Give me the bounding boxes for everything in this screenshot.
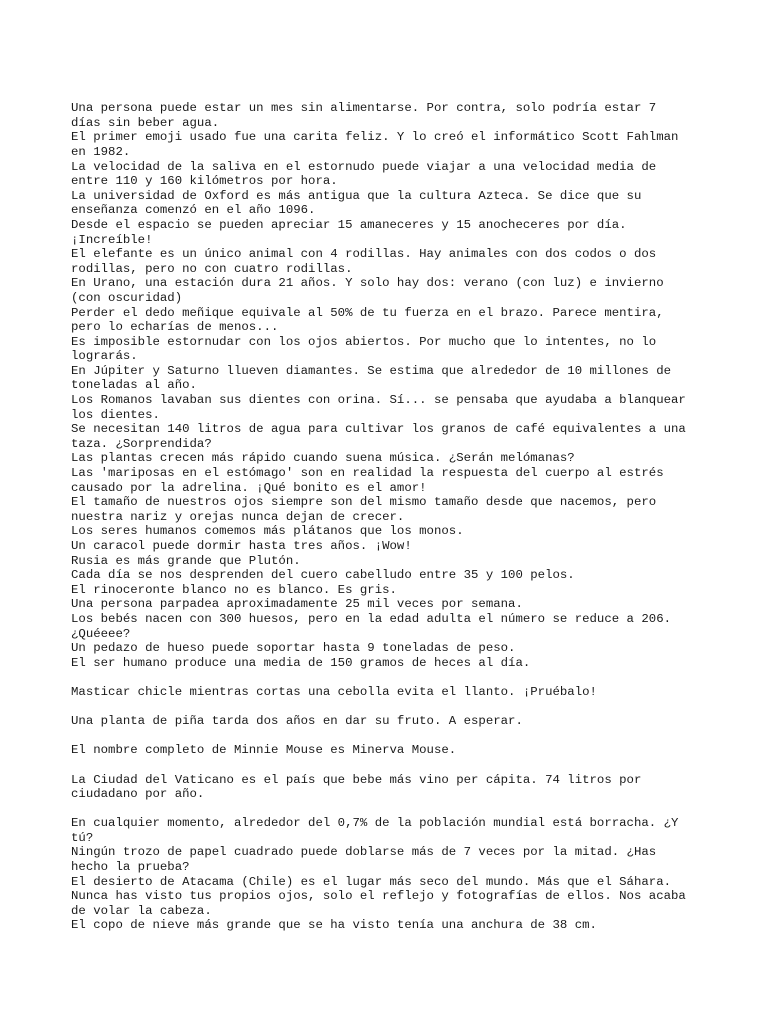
text-line: Un caracol puede dormir hasta tres años. ¡Wow! bbox=[71, 539, 412, 553]
text-line: ¡Increíble! bbox=[71, 232, 153, 247]
text-line: Un pedazo de hueso puede soportar hasta 9 toneladas de peso. bbox=[71, 641, 516, 656]
text-line: pero lo echarías de menos... bbox=[71, 320, 279, 335]
text-line: Ningún trozo de papel cuadrado puede doblarse más de 7 veces por la mitad. ¿Has bbox=[71, 845, 657, 860]
text-line: rodillas, pero no con cuatro rodillas. bbox=[71, 261, 353, 276]
text-line: Cada día se nos desprenden del cuero cabelludo entre 35 y 100 pelos. bbox=[71, 568, 575, 583]
text-line: La universidad de Oxford es más antigua que la cultura Azteca. Se dice que su bbox=[71, 188, 642, 203]
text-line: nuestra nariz y orejas nunca dejan de crecer. bbox=[71, 509, 405, 524]
text-line: El tamaño de nuestros ojos siempre son del mismo tamaño desde que nacemos, pero bbox=[71, 495, 657, 510]
text-line: Los bebés nacen con 300 huesos, pero en la edad adulta el número se reduce a 206. bbox=[71, 611, 672, 626]
text-line: enseñanza comenzó en el año 1096. bbox=[71, 203, 316, 218]
text-line: En Júpiter y Saturno llueven diamantes. Se estima que alrededor de 10 millones de bbox=[71, 363, 672, 378]
text-line: El ser humano produce una media de 150 gramos de heces al día. bbox=[71, 655, 531, 670]
text-line bbox=[71, 700, 711, 715]
text-line: El desierto de Atacama (Chile) es el lugar más seco del mundo. Más que el Sáhara. bbox=[71, 874, 672, 889]
text-line: Los Romanos lavaban sus dientes con orina. Sí... se pensaba que ayudaba a blanquear bbox=[71, 393, 686, 408]
text-line bbox=[71, 758, 711, 773]
text-line: Desde el espacio se pueden apreciar 15 amaneceres y 15 anocheceres por día. bbox=[71, 217, 627, 232]
text-line: tú? bbox=[71, 830, 94, 845]
text-line: Una persona parpadea aproximadamente 25 mil veces por semana. bbox=[71, 597, 523, 612]
text-line: La Ciudad del Vaticano es el país que bebe más vino per cápita. 74 litros por bbox=[71, 772, 642, 787]
text-line: El nombre completo de Minnie Mouse es Minerva Mouse. bbox=[71, 743, 457, 758]
text-line: los dientes. bbox=[71, 407, 160, 422]
text-line: El copo de nieve más grande que se ha visto tenía una anchura de 38 cm. bbox=[71, 918, 597, 933]
text-line: Las plantas crecen más rápido cuando suena música. ¿Serán melómanas? bbox=[71, 451, 575, 466]
text-line: (con oscuridad) bbox=[71, 290, 183, 305]
text-line: El elefante es un único animal con 4 rodillas. Hay animales con dos codos o dos bbox=[71, 247, 657, 262]
text-line: taza. ¿Sorprendida? bbox=[71, 436, 212, 451]
text-line: En cualquier momento, alrededor del 0,7% de la población mundial está borracha. ¿Y bbox=[71, 816, 679, 831]
text-line: Nunca has visto tus propios ojos, solo el reflejo y fotografías de ellos. Nos acaba bbox=[71, 889, 686, 904]
text-line: Rusia es más grande que Plutón. bbox=[71, 553, 301, 568]
text-line: Es imposible estornudar con los ojos abiertos. Por mucho que lo intentes, no lo bbox=[71, 334, 657, 349]
text-line: Los seres humanos comemos más plátanos que los monos. bbox=[71, 524, 464, 539]
text-line: Perder el dedo meñique equivale al 50% de tu fuerza en el brazo. Parece mentira, bbox=[71, 305, 664, 320]
text-line: en 1982. bbox=[71, 144, 131, 159]
text-line: lograrás. bbox=[71, 349, 138, 364]
text-line: causado por la adrelina. ¡Qué bonito es el amor! bbox=[71, 480, 427, 495]
text-line: ciudadano por año. bbox=[71, 787, 205, 802]
text-line: Se necesitan 140 litros de agua para cultivar los granos de café equivalentes a una bbox=[71, 422, 686, 437]
text-line: de volar la cabeza. bbox=[71, 903, 212, 918]
text-line: Una planta de piña tarda dos años en dar su fruto. A esperar. bbox=[71, 714, 523, 729]
text-line: El primer emoji usado fue una carita feliz. Y lo creó el informático Scott Fahlman bbox=[71, 130, 679, 145]
text-line: El rinoceronte blanco no es blanco. Es gris. bbox=[71, 582, 397, 597]
text-line bbox=[71, 802, 711, 817]
text-line: Las 'mariposas en el estómago' son en realidad la respuesta del cuerpo al estrés bbox=[71, 466, 664, 481]
text-line bbox=[71, 670, 711, 685]
text-line: hecho la prueba? bbox=[71, 860, 190, 875]
text-line: días sin beber agua. bbox=[71, 115, 220, 130]
text-line: Una persona puede estar un mes sin alimentarse. Por contra, solo podría estar 7 bbox=[71, 101, 657, 116]
text-line: entre 110 y 160 kilómetros por hora. bbox=[71, 174, 338, 189]
text-line: Masticar chicle mientras cortas una cebolla evita el llanto. ¡Pruébalo! bbox=[71, 684, 597, 699]
text-line bbox=[71, 729, 711, 744]
text-line: toneladas al año. bbox=[71, 378, 197, 393]
document-body bbox=[71, 101, 711, 933]
text-line: En Urano, una estación dura 21 años. Y solo hay dos: verano (con luz) e invierno bbox=[71, 276, 664, 291]
text-line: ¿Quéeee? bbox=[71, 626, 131, 641]
document-page bbox=[71, 72, 711, 948]
text-line: La velocidad de la saliva en el estornudo puede viajar a una velocidad media de bbox=[71, 159, 657, 174]
